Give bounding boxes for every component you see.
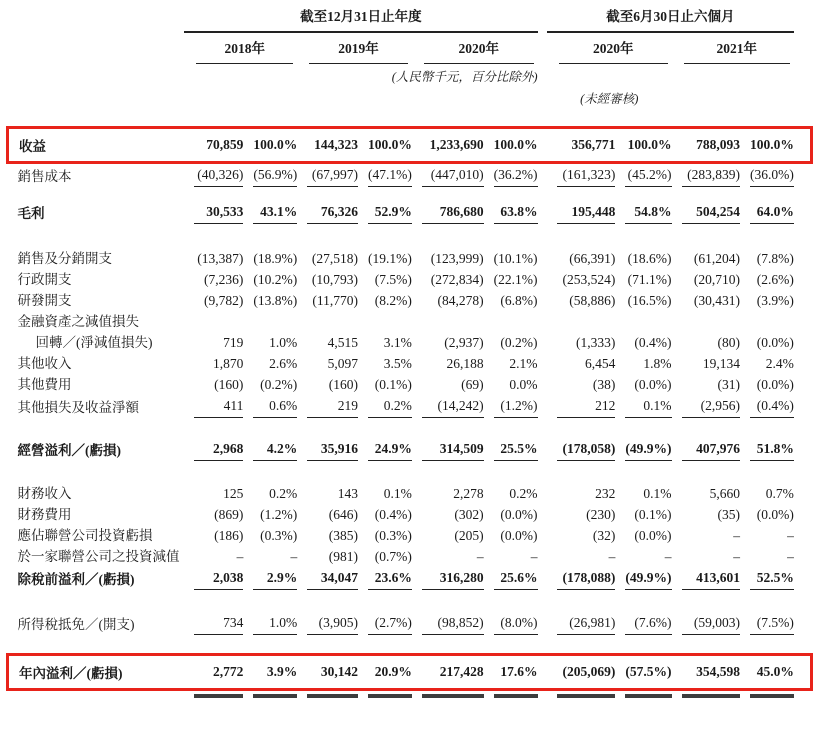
percent-cell: 0.7% <box>765 486 794 501</box>
value-cell: 407,976 <box>672 438 740 461</box>
value-cell: (1,333) <box>576 335 616 350</box>
table-row <box>8 353 812 374</box>
percent-cell: (0.7%) <box>374 549 412 564</box>
percent-cell: (0.4%) <box>374 507 412 522</box>
percent-cell: (2.7%) <box>358 612 412 635</box>
value-cell: 316,280 <box>412 567 484 590</box>
value-cell: (59,003) <box>672 612 740 635</box>
value-cell: 356,771 <box>547 128 615 163</box>
percent-cell: 25.5% <box>484 438 538 461</box>
table-row <box>8 504 812 525</box>
year-column-2020: 2020年 <box>412 32 538 64</box>
table-row <box>8 201 812 224</box>
percent-cell: 0.2% <box>358 395 412 418</box>
percent-cell: (0.1%) <box>634 507 672 522</box>
value-cell: (13,387) <box>197 251 244 266</box>
value-cell: (160) <box>328 377 358 392</box>
row-label: 年內溢利／(虧損) <box>8 655 185 690</box>
percent-cell: (1.2%) <box>484 395 538 418</box>
value-cell: 504,254 <box>672 201 740 224</box>
units-note-row <box>8 64 812 86</box>
value-cell: 719 <box>223 335 244 350</box>
value-cell: (80) <box>717 335 740 350</box>
percent-cell: 3.9% <box>243 655 297 690</box>
value-cell: 143 <box>337 486 358 501</box>
value-cell: 413,601 <box>672 567 740 590</box>
value-cell: (161,323) <box>547 163 615 188</box>
value-cell: 219 <box>297 395 358 418</box>
percent-cell: 100.0% <box>740 128 794 163</box>
percent-cell: (36.2%) <box>484 163 538 188</box>
percent-cell: (18.9%) <box>253 251 298 266</box>
percent-cell: (0.3%) <box>374 528 412 543</box>
table-row <box>8 269 812 290</box>
percent-cell: (7.5%) <box>740 612 794 635</box>
value-cell: (2,937) <box>444 335 484 350</box>
value-cell: (11,770) <box>312 293 358 308</box>
value-cell: (66,391) <box>569 251 616 266</box>
row-label: 經營溢利／(虧損) <box>17 443 121 458</box>
value-cell: 2,968 <box>184 438 243 461</box>
row-label: 銷售及分銷開支 <box>17 251 112 266</box>
spacer-row <box>8 461 812 483</box>
row-label: 應佔聯營公司投資虧損 <box>17 528 153 543</box>
spacer-row <box>8 224 812 248</box>
value-cell: – <box>733 549 740 564</box>
percent-cell: 0.1% <box>643 486 672 501</box>
value-cell: (61,204) <box>693 251 740 266</box>
year-column-2019: 2019年 <box>297 32 412 64</box>
percent-cell: 2.1% <box>509 356 538 371</box>
percent-cell: 43.1% <box>243 201 297 224</box>
percent-cell: 45.0% <box>740 655 794 690</box>
percent-cell: (19.1%) <box>367 251 412 266</box>
percent-cell: 100.0% <box>358 128 412 163</box>
percent-cell: (0.1%) <box>374 377 412 392</box>
percent-cell: (71.1%) <box>627 272 672 287</box>
value-cell: 5,097 <box>327 356 358 371</box>
value-cell: (160) <box>214 377 244 392</box>
value-cell: (205) <box>454 528 484 543</box>
row-label: 收益 <box>8 128 185 163</box>
value-cell: 125 <box>223 486 244 501</box>
table-row <box>8 395 812 418</box>
value-cell: 76,326 <box>297 201 358 224</box>
value-cell: (981) <box>328 549 358 564</box>
value-cell: (20,710) <box>693 272 740 287</box>
value-cell: (272,834) <box>430 272 484 287</box>
spacer-row <box>8 187 812 201</box>
value-cell: – <box>236 549 244 564</box>
percent-cell: (7.5%) <box>374 272 412 287</box>
percent-cell: (49.9%) <box>615 438 671 461</box>
value-cell: 734 <box>184 612 243 635</box>
value-cell: (123,999) <box>430 251 484 266</box>
value-cell: (646) <box>328 507 358 522</box>
percent-cell: (10.2%) <box>253 272 298 287</box>
value-cell: 2,278 <box>453 486 484 501</box>
percent-cell: (16.5%) <box>627 293 672 308</box>
table-row <box>8 332 812 353</box>
percent-cell: (0.0%) <box>500 528 538 543</box>
value-cell: 26,188 <box>446 356 484 371</box>
value-cell: (35) <box>717 507 740 522</box>
row-label: 金融資產之減值損失 <box>17 314 139 329</box>
percent-cell: – <box>530 549 538 564</box>
percent-cell: (47.1%) <box>358 163 412 188</box>
percent-cell: (0.2%) <box>500 335 538 350</box>
value-cell: 788,093 <box>672 128 740 163</box>
value-cell: 6,454 <box>585 356 616 371</box>
percent-cell: 0.6% <box>243 395 297 418</box>
percent-cell: 2.9% <box>243 567 297 590</box>
value-cell: 30,533 <box>184 201 243 224</box>
percent-cell: (8.2%) <box>374 293 412 308</box>
percent-cell: 0.2% <box>269 486 298 501</box>
table-row <box>8 546 812 567</box>
value-cell: 232 <box>595 486 616 501</box>
table-row <box>8 248 812 269</box>
percent-cell: 20.9% <box>358 655 412 690</box>
value-cell: (84,278) <box>437 293 484 308</box>
row-label: 其他收入 <box>17 356 72 371</box>
value-cell: (40,326) <box>184 163 243 188</box>
table-body <box>8 128 812 698</box>
percent-cell: – <box>290 549 298 564</box>
percent-cell: 0.1% <box>615 395 671 418</box>
percent-cell: (0.0%) <box>756 335 794 350</box>
value-cell: (98,852) <box>412 612 484 635</box>
percent-cell: 4.2% <box>243 438 297 461</box>
percent-cell: 24.9% <box>358 438 412 461</box>
percent-cell: 3.1% <box>383 335 412 350</box>
percent-cell: (45.2%) <box>615 163 671 188</box>
percent-cell: (22.1%) <box>493 272 538 287</box>
row-label: 其他費用 <box>17 377 72 392</box>
percent-cell: (0.0%) <box>756 377 794 392</box>
spacer-row <box>8 635 812 655</box>
unaudited-note-row <box>8 86 812 128</box>
row-label: 回轉／(淨減值損失) <box>35 335 153 350</box>
value-cell: 34,047 <box>297 567 358 590</box>
row-label: 研發開支 <box>17 293 72 308</box>
value-cell: 217,428 <box>412 655 484 690</box>
highlighted-row <box>8 655 812 690</box>
table-row <box>8 567 812 590</box>
percent-cell: (0.2%) <box>260 377 298 392</box>
percent-cell: 100.0% <box>615 128 671 163</box>
percent-cell: 25.6% <box>484 567 538 590</box>
percent-cell: (18.6%) <box>627 251 672 266</box>
row-label: 毛利 <box>17 206 45 221</box>
row-label: 財務收入 <box>17 486 72 501</box>
value-cell: (302) <box>454 507 484 522</box>
unaudited-note: (未經審核) <box>580 92 639 106</box>
row-label: 其他損失及收益淨額 <box>17 400 139 415</box>
percent-cell: 1.0% <box>243 612 297 635</box>
value-cell: 2,038 <box>184 567 243 590</box>
value-cell: (67,997) <box>297 163 358 188</box>
value-cell: 2,772 <box>184 655 243 690</box>
value-cell: (14,242) <box>412 395 484 418</box>
percent-cell: (36.0%) <box>740 163 794 188</box>
percent-cell: (3.9%) <box>756 293 794 308</box>
value-cell: (178,058) <box>547 438 615 461</box>
value-cell: – <box>733 528 740 543</box>
percent-cell: 54.8% <box>615 201 671 224</box>
percent-cell: 3.5% <box>383 356 412 371</box>
table-row <box>8 311 812 332</box>
income-statement-table <box>6 6 813 698</box>
row-label: 銷售成本 <box>17 169 72 184</box>
percent-cell: (7.6%) <box>615 612 671 635</box>
table-row <box>8 483 812 504</box>
value-cell: (253,524) <box>562 272 616 287</box>
percent-cell: 100.0% <box>243 128 297 163</box>
row-label: 所得稅抵免／(開支) <box>17 617 135 632</box>
value-cell: (186) <box>214 528 244 543</box>
period-interim-header: 截至6月30日止六個月 <box>547 6 794 32</box>
percent-cell: 52.9% <box>358 201 412 224</box>
percent-cell: (49.9%) <box>615 567 671 590</box>
spacer-row <box>8 590 812 612</box>
value-cell: – <box>476 549 484 564</box>
percent-cell: (10.1%) <box>493 251 538 266</box>
percent-cell: 23.6% <box>358 567 412 590</box>
table-row <box>8 612 812 635</box>
value-cell: (26,981) <box>547 612 615 635</box>
percent-cell: (0.0%) <box>756 507 794 522</box>
units-note: (人民幣千元，百分比除外) <box>391 70 538 84</box>
percent-cell: (0.4%) <box>740 395 794 418</box>
year-column-2021-interim: 2021年 <box>672 32 794 64</box>
value-cell: (385) <box>328 528 358 543</box>
value-cell: (2,956) <box>672 395 740 418</box>
value-cell: (30,431) <box>693 293 740 308</box>
percent-cell: 52.5% <box>740 567 794 590</box>
percent-cell: (0.4%) <box>634 335 672 350</box>
value-cell: 411 <box>184 395 243 418</box>
value-cell: 144,323 <box>297 128 358 163</box>
table-row <box>8 438 812 461</box>
value-cell: 314,509 <box>412 438 484 461</box>
value-cell: 4,515 <box>327 335 358 350</box>
value-cell: 195,448 <box>547 201 615 224</box>
percent-cell: – <box>664 549 672 564</box>
percent-cell: (0.0%) <box>634 528 672 543</box>
percent-cell: 0.1% <box>383 486 412 501</box>
percent-cell: 2.6% <box>269 356 298 371</box>
value-cell: 1,870 <box>212 356 244 371</box>
row-label: 財務費用 <box>17 507 72 522</box>
value-cell: (58,886) <box>569 293 616 308</box>
year-header-row <box>8 32 812 64</box>
percent-cell: 100.0% <box>484 128 538 163</box>
row-label: 除稅前溢利／(虧損) <box>17 572 135 587</box>
value-cell: (7,236) <box>203 272 244 287</box>
year-column-2018: 2018年 <box>184 32 297 64</box>
value-cell: (230) <box>586 507 616 522</box>
total-double-rule <box>8 690 812 698</box>
value-cell: 786,680 <box>412 201 484 224</box>
value-cell: (69) <box>461 377 484 392</box>
value-cell: (178,088) <box>547 567 615 590</box>
value-cell: (447,010) <box>412 163 484 188</box>
value-cell: 19,134 <box>702 356 740 371</box>
period-header-row <box>8 6 812 32</box>
value-cell: 35,916 <box>297 438 358 461</box>
table-row <box>8 374 812 395</box>
value-cell: (27,518) <box>311 251 358 266</box>
value-cell: (38) <box>592 377 616 392</box>
percent-cell: (2.6%) <box>756 272 794 287</box>
percent-cell: – <box>787 528 794 543</box>
value-cell: (32) <box>592 528 616 543</box>
value-cell: (869) <box>214 507 244 522</box>
value-cell: 212 <box>547 395 615 418</box>
percent-cell: 2.4% <box>765 356 794 371</box>
value-cell: (205,069) <box>547 655 615 690</box>
percent-cell: (0.0%) <box>634 377 672 392</box>
percent-cell: (1.2%) <box>260 507 298 522</box>
year-column-2020-interim: 2020年 <box>547 32 672 64</box>
value-cell: (9,782) <box>203 293 244 308</box>
percent-cell: (8.0%) <box>484 612 538 635</box>
value-cell: 70,859 <box>184 128 243 163</box>
percent-cell: 0.0% <box>509 377 538 392</box>
value-cell: (10,793) <box>311 272 358 287</box>
value-cell: 5,660 <box>709 486 740 501</box>
row-label: 行政開支 <box>17 272 72 287</box>
table-row <box>8 163 812 188</box>
period-annual-header: 截至12月31日止年度 <box>184 6 537 32</box>
percent-cell: 1.0% <box>269 335 298 350</box>
percent-cell: – <box>787 549 794 564</box>
percent-cell: (0.3%) <box>260 528 298 543</box>
table-row <box>8 525 812 546</box>
percent-cell: 63.8% <box>484 201 538 224</box>
percent-cell: 64.0% <box>740 201 794 224</box>
percent-cell: 1.8% <box>643 356 672 371</box>
highlighted-row <box>8 128 812 163</box>
value-cell: 30,142 <box>297 655 358 690</box>
percent-cell: (56.9%) <box>243 163 297 188</box>
spacer-row <box>8 418 812 438</box>
value-cell: – <box>608 549 616 564</box>
value-cell: 354,598 <box>672 655 740 690</box>
percent-cell: (0.0%) <box>500 507 538 522</box>
percent-cell: 51.8% <box>740 438 794 461</box>
value-cell: (31) <box>717 377 740 392</box>
percent-cell: (13.8%) <box>253 293 298 308</box>
percent-cell: (57.5%) <box>615 655 671 690</box>
table-row <box>8 290 812 311</box>
percent-cell: 17.6% <box>484 655 538 690</box>
value-cell: (283,839) <box>672 163 740 188</box>
value-cell: 1,233,690 <box>412 128 484 163</box>
percent-cell: (6.8%) <box>500 293 538 308</box>
value-cell: (3,905) <box>297 612 358 635</box>
percent-cell: (7.8%) <box>756 251 794 266</box>
percent-cell: 0.2% <box>509 486 538 501</box>
row-label: 於一家聯營公司之投資減值 <box>17 549 180 564</box>
